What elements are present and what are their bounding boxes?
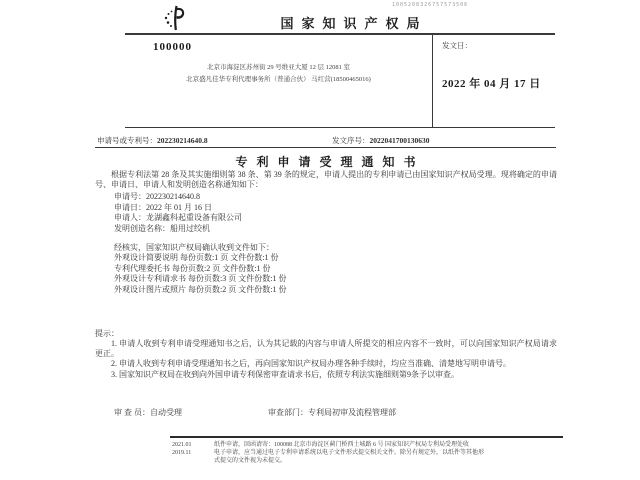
recipient-table (125, 33, 555, 128)
dispatch-number-label: 发文序号： (332, 136, 370, 145)
examiner (114, 408, 182, 418)
tips-section (95, 329, 557, 380)
notice-title: 专利申请受理通知书 (235, 155, 425, 169)
recipient-address-line1: 北京市海淀区苏州街 29 号维亚大厦 12 层 12081 室 (207, 64, 350, 71)
field-value: 202230214640.8 (146, 192, 200, 202)
application-fields (114, 192, 557, 233)
document-serial-number: 1005208326757573506 (392, 2, 469, 8)
field-label: 申请号： (114, 192, 146, 202)
tip-item: 2. 申请人收到专利申请受理通知书之后，再向国家知识产权局办理各种手续时，均应当准确、清楚地写明申请号。 (111, 359, 511, 369)
footer-note-electronic: 电子申请，应当通过电子专利申请系统以电子文件形式提交相关文件。除另有规定外，以纸件等其他形式提交的文件视为未提交。 (214, 450, 485, 464)
notice-body (95, 170, 557, 417)
tip-item: 1. 申请人收到专利申请受理通知书之后，认为其记载的内容与申请人所提交的相应内容不一致时，可以向国家知识产权局请求更正。 (95, 339, 557, 358)
recipient-postcode: 100000 (153, 41, 192, 53)
field-label: 申请日： (114, 202, 146, 212)
review-department-value: 专利局初审及流程管理部 (308, 407, 396, 417)
field-value: 龙湖鑫科起重设备有限公司 (146, 213, 242, 223)
field-label: 申请人： (114, 213, 146, 223)
received-doc-item: 外观设计专利请求书 每份页数:3 页 文件份数:1 份 (114, 274, 287, 284)
issue-date-value: 2022 年 04 月 17 日 (442, 78, 541, 90)
footer-form-code: 2019.11 (172, 450, 192, 456)
application-number-label: 申请号或专利号： (97, 136, 157, 145)
received-documents (114, 243, 557, 295)
field-invention-name (114, 224, 557, 234)
field-label: 发明创造名称： (114, 223, 170, 233)
cnipa-logo-icon (163, 5, 189, 31)
footer-form-codes (172, 441, 192, 457)
tips-heading: 提示： (95, 328, 119, 338)
application-number (97, 135, 208, 146)
field-applicant (114, 213, 557, 223)
footer-form-code: 2021.01 (172, 442, 192, 448)
examiner-label: 审 查 员： (114, 407, 150, 417)
field-application-date (114, 203, 557, 213)
dispatch-number (332, 135, 430, 146)
recipient-cell (125, 35, 433, 127)
dispatch-number-value: 2022041700130630 (369, 136, 430, 145)
field-value: 船用过绞机 (170, 223, 210, 233)
examiner-value: 自动受理 (150, 407, 182, 417)
recipient-address-line2: 北京盛凡佳华专利代理事务所（普通合伙） 马红营(18500465016) (186, 76, 371, 83)
tip-item: 3. 国家知识产权局在收到向外国申请专利保密审查请求书后，依照专利法实施细则第9条予以审查。 (111, 369, 459, 379)
issue-date-label: 发文日： (442, 41, 472, 50)
received-doc-item: 外观设计图片或照片 每份页数:2 页 文件份数:1 份 (114, 284, 287, 294)
received-doc-item: 外观设计简要说明 每份页数:1 页 文件份数:1 份 (114, 253, 279, 263)
field-application-no (114, 192, 557, 202)
intro-paragraph: 根据专利法第 28 条及其实施细则第 38 条、第 39 条的规定，申请人提出的专利申请已由国家知识产权局受理。现将确定的申请号、申请日、申请人和发明创造名称通知如下： (95, 170, 557, 189)
received-intro: 经核实，国家知识产权局确认收到文件如下： (114, 242, 274, 252)
footer-notes (214, 441, 486, 465)
review-department (268, 408, 396, 418)
footer-divider (170, 436, 563, 438)
review-department-label: 审查部门： (268, 407, 308, 417)
issue-date-cell (433, 35, 555, 127)
received-doc-item: 专利代理委托书 每份页数:2 页 文件份数:1 份 (114, 263, 271, 273)
footer-note-paper: 纸件申请，回函请寄：100088 北京市海淀区蓟门桥西土城路 6 号 国家知识产权局专利局受理处收 (214, 442, 470, 448)
field-value: 2022 年 01 月 16 日 (146, 202, 212, 212)
signoff-row (95, 408, 557, 418)
agency-title: 国家知识产权局 (280, 16, 428, 31)
document-meta-row (95, 131, 556, 148)
application-number-value: 202230214640.8 (157, 136, 208, 145)
